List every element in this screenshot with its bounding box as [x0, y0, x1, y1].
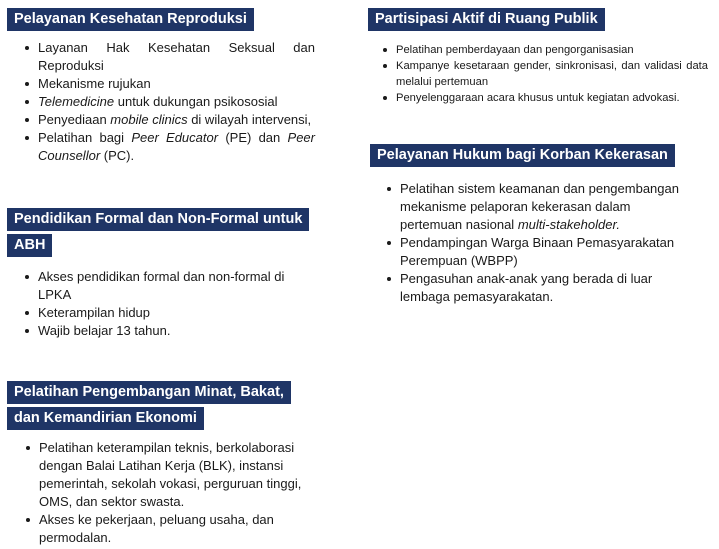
section-kesehatan-reproduksi [7, 6, 315, 165]
list-item: Penyediaan mobile clinics di wilayah intervensi, [22, 111, 315, 129]
list-item: Pelatihan sistem keamanan dan pengembangan mekanisme pelaporan kekerasan dalam pertemuan nasional multi-stakeholder. [384, 180, 690, 234]
list-item: Akses ke pekerjaan, peluang usaha, dan permodalan. [23, 511, 305, 547]
section-heading: Pendidikan Formal dan Non-Formal untuk ABH [7, 208, 309, 257]
list-item: Pelatihan bagi Peer Educator (PE) dan Peer Counsellor (PC). [22, 129, 315, 165]
list-item: Mekanisme rujukan [22, 75, 315, 93]
section-pelatihan [7, 379, 317, 547]
list-item: Kampanye kesetaraan gender, sinkronisasi, dan validasi data melalui pertemuan [380, 58, 708, 90]
list-item: Pelatihan keterampilan teknis, berkolaborasi dengan Balai Latihan Kerja (BLK), instansi pemerintah, sekolah vokasi, perguruan tinggi, OMS, dan sektor swasta. [23, 439, 305, 511]
list-item: Akses pendidikan formal dan non-formal di LPKA [22, 268, 304, 304]
section-pendidikan [7, 206, 327, 340]
section-heading: Pelayanan Hukum bagi Korban Kekerasan [370, 144, 675, 167]
section-heading: Partisipasi Aktif di Ruang Publik [368, 8, 605, 31]
list-item: Telemedicine untuk dukungan psikososial [22, 93, 315, 111]
bullet-list [22, 39, 315, 165]
list-item: Layanan Hak Kesehatan Seksual dan Reproduksi [22, 39, 315, 75]
list-item: Pendampingan Warga Binaan Pemasyarakatan Perempuan (WBPP) [384, 234, 690, 270]
section-heading: Pelayanan Kesehatan Reproduksi [7, 8, 254, 31]
list-item: Wajib belajar 13 tahun. [22, 322, 304, 340]
bullet-list [22, 268, 304, 340]
section-heading: Pelatihan Pengembangan Minat, Bakat, dan Kemandirian Ekonomi [7, 381, 291, 430]
section-pelayanan-hukum [370, 142, 710, 306]
section-partisipasi [368, 6, 708, 106]
list-item: Keterampilan hidup [22, 304, 304, 322]
list-item: Pengasuhan anak-anak yang berada di luar lembaga pemasyarakatan. [384, 270, 690, 306]
list-item: Penyelenggaraan acara khusus untuk kegiatan advokasi. [380, 90, 708, 106]
bullet-list [380, 42, 708, 106]
list-item: Pelatihan pemberdayaan dan pengorganisasian [380, 42, 708, 58]
bullet-list [384, 180, 690, 306]
bullet-list [23, 439, 305, 547]
